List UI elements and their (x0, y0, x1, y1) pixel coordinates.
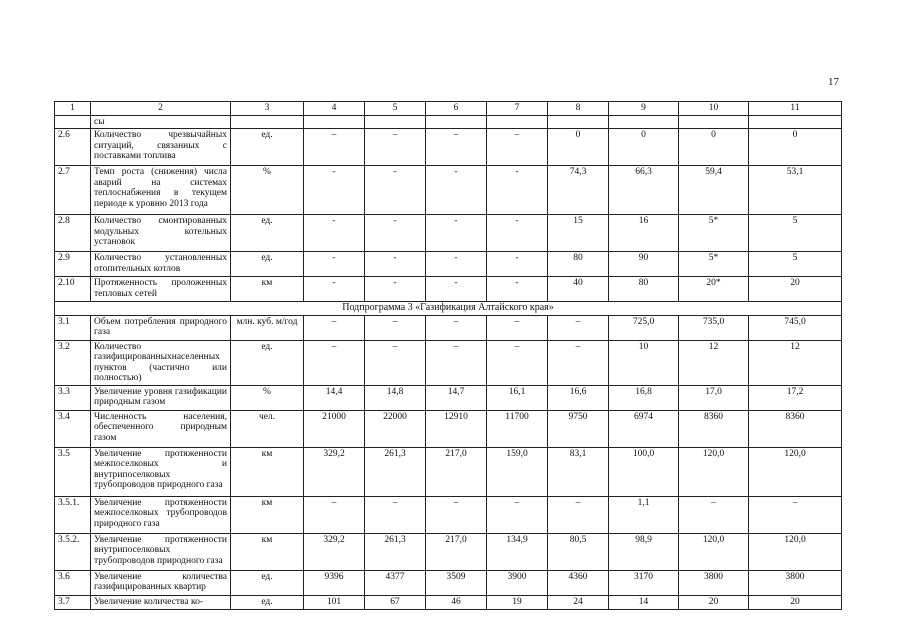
row-number: 3.1 (55, 315, 91, 340)
row-number: 3.3 (55, 385, 91, 410)
indicator-value: 14,8 (365, 385, 426, 410)
indicator-value: - (487, 252, 548, 277)
indicator-value: 15 (548, 215, 609, 252)
unit-of-measure (231, 115, 304, 129)
indicator-value: 4377 (365, 570, 426, 595)
indicator-value: – (487, 340, 548, 385)
table-row (55, 129, 842, 166)
indicator-name: Темп роста (снижения) числа аварий на системах теплоснабжения в текущем периоде к уровню 2013 года (91, 166, 231, 215)
column-number-header: 11 (749, 102, 842, 116)
indicator-value: – (548, 340, 609, 385)
indicator-value: 9750 (548, 410, 609, 447)
indicator-value: 80 (548, 252, 609, 277)
indicator-value: 329,2 (304, 447, 365, 496)
table-row (55, 277, 842, 302)
indicator-value: 16 (609, 215, 679, 252)
indicator-value: - (365, 166, 426, 215)
indicator-value: 21000 (304, 410, 365, 447)
column-number-header: 3 (231, 102, 304, 116)
row-number: 2.7 (55, 166, 91, 215)
indicator-value: 6974 (609, 410, 679, 447)
row-number: 2.10 (55, 277, 91, 302)
indicator-value: 16,6 (548, 385, 609, 410)
indicator-value: 20 (749, 595, 842, 609)
indicator-value: – (365, 496, 426, 533)
indicator-value: 67 (365, 595, 426, 609)
indicator-value: - (304, 252, 365, 277)
indicator-value: - (365, 252, 426, 277)
indicator-value (749, 115, 842, 129)
indicator-value: – (487, 496, 548, 533)
indicator-value (365, 115, 426, 129)
indicator-value: 217,0 (426, 533, 487, 570)
table-row (55, 315, 842, 340)
indicator-value: 0 (609, 129, 679, 166)
unit-of-measure: км (231, 533, 304, 570)
indicator-value: - (304, 277, 365, 302)
row-number: 3.7 (55, 595, 91, 609)
indicator-value: 3900 (487, 570, 548, 595)
indicator-name: Увеличение количества газифицированных квартир (91, 570, 231, 595)
indicator-value: 53,1 (749, 166, 842, 215)
indicator-value: 80 (609, 277, 679, 302)
indicator-name: Протяженность проложенных тепловых сетей (91, 277, 231, 302)
indicator-value: 14,7 (426, 385, 487, 410)
indicator-value: 120,0 (749, 447, 842, 496)
unit-of-measure: ед. (231, 340, 304, 385)
indicator-value: 17,0 (679, 385, 749, 410)
row-number: 2.9 (55, 252, 91, 277)
unit-of-measure: млн. куб. м/год (231, 315, 304, 340)
column-number-header: 2 (91, 102, 231, 116)
indicator-name: сы (91, 115, 231, 129)
indicator-value (426, 115, 487, 129)
indicator-value: 134,9 (487, 533, 548, 570)
indicator-value: 20 (679, 595, 749, 609)
column-number-header: 5 (365, 102, 426, 116)
unit-of-measure: % (231, 385, 304, 410)
unit-of-measure: ед. (231, 570, 304, 595)
indicator-value: - (487, 215, 548, 252)
page-number: 17 (828, 76, 839, 88)
indicator-value: - (426, 166, 487, 215)
indicator-name: Увеличение протяженности межпоселковых и внутрипоселковых трубопроводов природного газа (91, 447, 231, 496)
indicator-name: Увеличение протяженности внутрипоселковых трубопроводов природного газа (91, 533, 231, 570)
indicator-value: 19 (487, 595, 548, 609)
indicator-value: – (679, 496, 749, 533)
indicator-value (679, 115, 749, 129)
unit-of-measure: км (231, 496, 304, 533)
indicator-value: 4360 (548, 570, 609, 595)
table-row (55, 166, 842, 215)
column-number-header: 9 (609, 102, 679, 116)
indicator-value (548, 115, 609, 129)
row-number: 3.6 (55, 570, 91, 595)
indicator-value: – (426, 340, 487, 385)
indicator-name: Увеличение протяженности межпоселковых трубопроводов природного газа (91, 496, 231, 533)
indicator-value: 10 (609, 340, 679, 385)
indicator-value: 16,8 (609, 385, 679, 410)
indicator-value: - (304, 215, 365, 252)
indicator-value (609, 115, 679, 129)
table-row (55, 252, 842, 277)
indicator-value: 3800 (749, 570, 842, 595)
table-row (55, 496, 842, 533)
column-number-header: 1 (55, 102, 91, 116)
table-row (55, 340, 842, 385)
indicator-name: Количество установленных отопительных котлов (91, 252, 231, 277)
column-number-header: 7 (487, 102, 548, 116)
row-number: 3.5.2. (55, 533, 91, 570)
indicator-name: Численность населения, обеспеченного природным газом (91, 410, 231, 447)
indicator-value: 120,0 (749, 533, 842, 570)
indicator-value: 24 (548, 595, 609, 609)
section-row (55, 302, 842, 316)
table-row (55, 385, 842, 410)
table-row (55, 570, 842, 595)
row-number: 3.2 (55, 340, 91, 385)
unit-of-measure: чел. (231, 410, 304, 447)
indicator-value: 83,1 (548, 447, 609, 496)
unit-of-measure: ед. (231, 215, 304, 252)
indicator-value: 8360 (749, 410, 842, 447)
indicator-value (304, 115, 365, 129)
indicator-value: - (365, 215, 426, 252)
indicator-value (487, 115, 548, 129)
row-number: 2.8 (55, 215, 91, 252)
indicator-value: - (304, 166, 365, 215)
indicator-value: 22000 (365, 410, 426, 447)
column-number-header: 6 (426, 102, 487, 116)
indicator-value: 9396 (304, 570, 365, 595)
indicator-value: 120,0 (679, 447, 749, 496)
row-number (55, 115, 91, 129)
indicator-value: 0 (749, 129, 842, 166)
indicator-value: – (426, 315, 487, 340)
indicator-value: 261,3 (365, 533, 426, 570)
indicator-value: 80,5 (548, 533, 609, 570)
row-number: 2.6 (55, 129, 91, 166)
subprogram-title: Подпрограмма 3 «Газификация Алтайского края» (55, 302, 842, 316)
indicator-value: 3170 (609, 570, 679, 595)
unit-of-measure: ед. (231, 252, 304, 277)
indicator-value: 11700 (487, 410, 548, 447)
column-number-header: 10 (679, 102, 749, 116)
indicator-value: 46 (426, 595, 487, 609)
indicator-value: - (426, 215, 487, 252)
indicator-value: 329,2 (304, 533, 365, 570)
indicator-value: 261,3 (365, 447, 426, 496)
table-header-row (55, 102, 842, 116)
indicator-name: Количество смонтированных модульных котельных установок (91, 215, 231, 252)
indicator-value: – (304, 129, 365, 166)
indicator-value: 100,0 (609, 447, 679, 496)
indicator-value: - (487, 277, 548, 302)
indicator-value: – (365, 315, 426, 340)
indicator-value: 725,0 (609, 315, 679, 340)
indicator-value: – (426, 129, 487, 166)
indicator-value: - (365, 277, 426, 302)
indicator-value: 12 (679, 340, 749, 385)
row-number: 3.4 (55, 410, 91, 447)
indicator-value: 3509 (426, 570, 487, 595)
indicator-value: – (548, 496, 609, 533)
indicator-value: 98,9 (609, 533, 679, 570)
indicator-value: – (487, 315, 548, 340)
indicator-value: 90 (609, 252, 679, 277)
indicator-value: 217,0 (426, 447, 487, 496)
indicator-name: Количество чрезвычайных ситуаций, связанных с поставками топлива (91, 129, 231, 166)
indicator-name: Количество газифицированныхнаселенных пунктов (частично или полностью) (91, 340, 231, 385)
indicator-value: – (304, 315, 365, 340)
indicator-value: 66,3 (609, 166, 679, 215)
indicator-value: 16,1 (487, 385, 548, 410)
indicator-value: – (487, 129, 548, 166)
row-number: 3.5 (55, 447, 91, 496)
indicator-value: - (487, 166, 548, 215)
indicator-value: 12910 (426, 410, 487, 447)
indicator-value: – (365, 129, 426, 166)
row-number: 3.5.1. (55, 496, 91, 533)
indicator-value: 5 (749, 215, 842, 252)
unit-of-measure: км (231, 447, 304, 496)
column-number-header: 8 (548, 102, 609, 116)
indicator-value: 8360 (679, 410, 749, 447)
indicators-table (54, 101, 842, 610)
indicator-value: 40 (548, 277, 609, 302)
column-number-header: 4 (304, 102, 365, 116)
indicator-value: – (304, 496, 365, 533)
unit-of-measure: км (231, 277, 304, 302)
indicator-name: Увеличение количества ко- (91, 595, 231, 609)
indicator-value: – (304, 340, 365, 385)
indicator-value: – (548, 315, 609, 340)
indicator-value: 5 (749, 252, 842, 277)
indicator-value: 3800 (679, 570, 749, 595)
table-row (55, 447, 842, 496)
indicator-value: 159,0 (487, 447, 548, 496)
indicator-value: 735,0 (679, 315, 749, 340)
indicator-name: Объем потребления природного газа (91, 315, 231, 340)
indicator-value: 0 (548, 129, 609, 166)
indicator-value: 12 (749, 340, 842, 385)
indicator-value: 5* (679, 215, 749, 252)
indicator-value: 0 (679, 129, 749, 166)
table-row (55, 533, 842, 570)
table-row (55, 215, 842, 252)
indicator-value: - (426, 277, 487, 302)
unit-of-measure: % (231, 166, 304, 215)
table-row (55, 595, 842, 609)
indicator-value: – (365, 340, 426, 385)
indicator-value: 14,4 (304, 385, 365, 410)
indicator-value: 5* (679, 252, 749, 277)
indicator-value: 101 (304, 595, 365, 609)
indicator-value: – (426, 496, 487, 533)
unit-of-measure: ед. (231, 129, 304, 166)
indicator-value: 745,0 (749, 315, 842, 340)
indicator-value: 74,3 (548, 166, 609, 215)
indicator-value: 20* (679, 277, 749, 302)
indicator-value: – (749, 496, 842, 533)
indicator-value: 20 (749, 277, 842, 302)
table-row (55, 115, 842, 129)
indicator-value: - (426, 252, 487, 277)
indicator-value: 14 (609, 595, 679, 609)
indicator-value: 120,0 (679, 533, 749, 570)
indicator-value: 17,2 (749, 385, 842, 410)
unit-of-measure: ед. (231, 595, 304, 609)
table-row (55, 410, 842, 447)
indicator-name: Увеличение уровня газификации природным газом (91, 385, 231, 410)
indicator-value: 1,1 (609, 496, 679, 533)
indicator-value: 59,4 (679, 166, 749, 215)
